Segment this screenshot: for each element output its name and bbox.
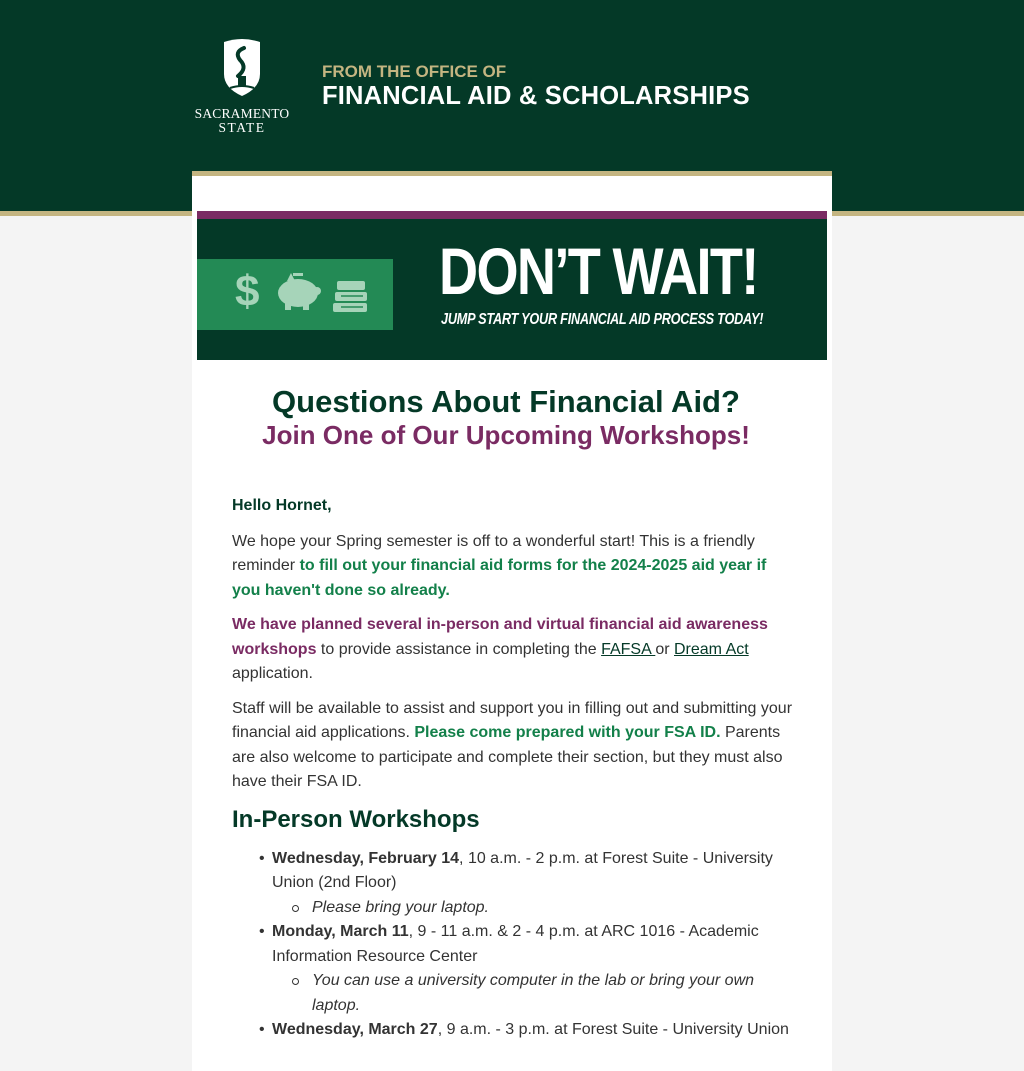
workshop-details: , 9 - 11 a.m. & 2 - 4 p.m. at ARC 1016 - Academic Information Resource Center	[272, 923, 759, 965]
banner-headline: DON’T WAIT!	[439, 234, 758, 308]
email-card	[192, 171, 832, 1071]
fafsa-link[interactable]: FAFSA	[601, 640, 656, 658]
workshop-details: , 10 a.m. - 2 p.m. at Forest Suite - University Union (2nd Floor)	[272, 849, 773, 891]
staff-text: Staff will be available to assist and support you in filling out and submitting your financial aid applications.	[232, 699, 793, 741]
sacramento-state-logo[interactable]	[192, 34, 292, 138]
application-text: application.	[232, 665, 313, 682]
workshop-item	[272, 920, 798, 1018]
piggy-bank-icon	[273, 269, 323, 313]
workshop-note-list	[312, 969, 798, 1018]
reminder-text: We hope your Spring semester is off to a wonderful start! This is a friendly reminder	[232, 532, 755, 574]
dont-wait-banner[interactable]	[197, 211, 827, 360]
workshop-note: You can use a university computer in the lab or bring your own laptop.	[312, 969, 798, 1018]
in-person-heading: In-Person Workshops	[232, 805, 480, 833]
logo-wordmark-line1: SACRAMENTO	[194, 106, 290, 121]
workshop-details: , 9 a.m. - 3 p.m. at Forest Suite - University Union	[437, 1021, 789, 1038]
reminder-highlight: to fill out your financial aid forms for the 2024-2025 aid year if you haven't done so already.	[232, 557, 767, 599]
workshop-list	[272, 847, 798, 1043]
banner-tagline: JUMP START YOUR FINANCIAL AID PROCESS TODAY!	[441, 311, 764, 328]
workshop-note-list	[312, 896, 798, 921]
dollar-icon: $	[235, 267, 260, 316]
workshop-item	[272, 847, 798, 921]
greeting: Hello Hornet,	[232, 497, 332, 514]
banner-icon-strip	[197, 259, 393, 330]
workshop-date: Wednesday, March 27	[272, 1021, 438, 1038]
fsa-id-highlight: Please come prepared with your FSA ID.	[414, 724, 721, 741]
workshop-date: Monday, March 11	[272, 923, 409, 940]
workshop-note: Please bring your laptop.	[312, 896, 798, 921]
workshop-date: Wednesday, February 14	[272, 849, 460, 867]
email-body	[232, 494, 798, 1043]
section-subtitle: Join One of Our Upcoming Workshops!	[262, 420, 750, 450]
books-icon	[331, 273, 371, 315]
paragraph-reminder	[232, 530, 798, 604]
paragraph-staff	[232, 697, 798, 795]
email-header	[192, 0, 832, 172]
header-from-office: FROM THE OFFICE OF	[322, 62, 507, 81]
parents-text: Parents are also welcome to participate and complete their section, but they must also have their FSA ID.	[232, 724, 783, 790]
header-office-name: FINANCIAL AID & SCHOLARSHIPS	[322, 82, 750, 110]
logo-wordmark-line2: STATE	[218, 120, 266, 135]
paragraph-workshops	[232, 613, 798, 687]
section-title: Questions About Financial Aid?	[272, 384, 740, 419]
workshops-highlight: We have planned several in-person and virtual financial aid awareness workshops	[232, 616, 768, 658]
or-text: or	[655, 640, 674, 658]
hornet-torch-icon	[220, 38, 264, 98]
dream-act-link[interactable]: Dream Act	[674, 640, 749, 658]
workshops-text: to provide assistance in completing the	[316, 640, 602, 658]
workshop-item	[272, 1018, 798, 1043]
